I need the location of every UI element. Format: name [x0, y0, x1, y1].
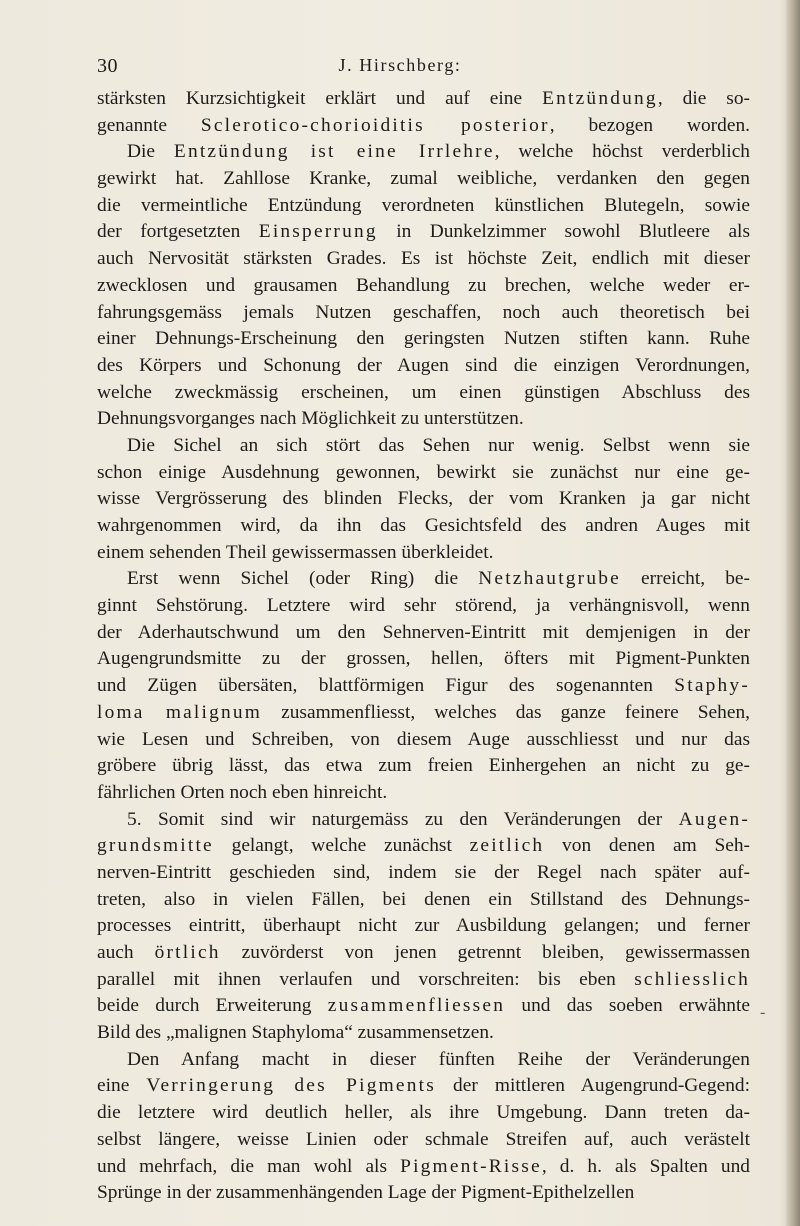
text-line [97, 620, 750, 647]
page-number: 30 [97, 55, 118, 77]
text-run: Bild des „malignen Staphyloma“ zusammensetzen. [97, 1022, 494, 1044]
spaced-emphasis: zusammenfliessen [327, 995, 506, 1017]
text-line [97, 86, 750, 113]
text-run: eine [97, 1075, 147, 1097]
text-line [97, 273, 750, 300]
spaced-emphasis: Pigment-Risse [400, 1155, 542, 1177]
text-line [97, 940, 750, 967]
text-run: treten, also in vielen Fällen, bei denen ein Stillstand des Dehnungs- [97, 888, 750, 910]
text-run: , welche höchst verderblich [494, 141, 750, 163]
text-line [97, 139, 750, 166]
text-line [97, 353, 750, 380]
text-run: und Zügen übersäten, blattförmigen Figur des sogenannten [97, 675, 675, 697]
text-run: einem sehenden Theil gewissermassen überkleidet. [97, 541, 494, 563]
spaced-emphasis: Staphy- [674, 675, 750, 697]
text-run: Augengrundsmitte zu der grossen, hellen, öfters mit Pigment-Punkten [97, 648, 750, 670]
text-run: schon einige Ausdehnung gewonnen, bewirkt sie zunächst nur eine ge- [97, 461, 750, 483]
text-run: auch [97, 942, 155, 963]
spaced-emphasis: zeitlich [469, 835, 545, 857]
text-run: stärksten Kurzsichtigkeit erklärt und auf eine [97, 88, 543, 109]
text-line [97, 807, 750, 834]
text-run: selbst längere, weisse Linien oder schmale Streifen auf, auch verästelt [97, 1128, 750, 1150]
text-run: 5. Somit sind wir naturgemäss zu den Veränderungen der [127, 808, 679, 830]
text-run: des Körpers und Schonung der Augen sind die einzigen Verordnungen, [97, 354, 750, 376]
text-line [97, 166, 750, 193]
text-line [97, 300, 750, 327]
text-run: genannte [97, 114, 201, 136]
text-run: welche zweckmässig erscheinen, um einen günstigen Abschluss des [97, 381, 750, 403]
running-head: J. Hirschberg: [338, 55, 462, 75]
text-line [97, 860, 750, 887]
text-line [97, 380, 750, 407]
text-run: einer Dehnungs-Erscheinung den geringsten Nutzen stiften kann. Ruhe [97, 328, 750, 350]
text-run: Erst wenn Sichel (oder Ring) die [127, 568, 479, 590]
text-run: parallel mit ihnen verlaufen und vorschreiten: bis eben [97, 968, 635, 990]
text-line [97, 593, 750, 620]
spaced-emphasis: Netzhautgrube [478, 568, 621, 590]
text-run: die vermeintliche Entzündung verordneten künstlichen Blutegeln, sowie [97, 194, 750, 216]
text-run: in Dunkelzimmer sowohl Blutleere als [377, 221, 750, 243]
text-line [97, 540, 750, 567]
text-run: der Aderhautschwund um den Sehnerven-Eintritt mit demjenigen in der [97, 621, 750, 643]
text-line [97, 700, 750, 727]
text-line [97, 1020, 750, 1047]
text-run: auch Nervosität stärksten Grades. Es ist höchste Zeit, endlich mit dieser [97, 248, 750, 270]
text-line [97, 513, 750, 540]
spaced-emphasis: schliesslich [634, 968, 750, 990]
text-run: der mittleren Augengrund-Gegend: [435, 1075, 750, 1097]
spaced-emphasis: grundsmitte [97, 835, 214, 857]
spaced-emphasis: Entzündung [542, 88, 658, 109]
text-run: fährlichen Orten noch eben hinreicht. [97, 781, 388, 803]
text-run: zuvörderst von jenen getrennt bleiben, gewissermassen [220, 942, 751, 963]
text-line [97, 646, 750, 673]
text-line [97, 246, 750, 273]
text-run: erreicht, be- [620, 568, 750, 590]
spaced-emphasis: örtlich [154, 942, 221, 963]
text-run: Die Sichel an sich stört das Sehen nur wenig. Selbst wenn sie [127, 434, 750, 456]
text-run: processes eintritt, überhaupt nicht zur Ausbildung gelangen; und ferner [97, 915, 750, 937]
text-line [97, 673, 750, 700]
spaced-emphasis: Verringerung des Pigments [146, 1075, 436, 1097]
text-line [97, 833, 750, 860]
text-line [97, 913, 750, 940]
text-line [97, 1154, 750, 1181]
text-line [97, 193, 750, 220]
text-run: nerven-Eintritt geschieden sind, indem sie der Regel nach später auf- [97, 861, 750, 883]
text-line [97, 113, 750, 140]
text-run: und mehrfach, die man wohl als [97, 1155, 401, 1177]
text-run: gröbere übrig lässt, das etwa zum freien Einhergehen an nicht zu ge- [97, 755, 750, 777]
text-run: Den Anfang macht in dieser fünften Reihe der Veränderungen [127, 1048, 750, 1070]
text-run: und das soeben erwähnte [505, 995, 750, 1017]
text-line [97, 406, 750, 433]
text-run: wie Lesen und Schreiben, von diesem Auge ausschliesst und nur das [97, 728, 750, 750]
text-run: gewirkt hat. Zahllose Kranke, zumal weibliche, verdanken den gegen [97, 168, 750, 190]
text-run: Dehnungsvorganges nach Möglichkeit zu unterstützen. [97, 408, 524, 430]
text-run: die letztere wird deutlich heller, als ihre Umgebung. Dann treten da- [97, 1102, 750, 1124]
text-line [97, 219, 750, 246]
text-run: zwecklosen und grausamen Behandlung zu brechen, welche weder er- [97, 274, 750, 296]
text-line [97, 753, 750, 780]
text-run: wahrgenommen wird, da ihn das Gesichtsfeld des andren Auges mit [97, 515, 750, 536]
text-line [97, 887, 750, 914]
text-line [97, 433, 750, 460]
text-run: Die [127, 141, 174, 163]
text-line [97, 486, 750, 513]
page-edge [786, 0, 800, 1226]
text-line [97, 967, 750, 994]
spaced-emphasis: Einsperrung [258, 221, 378, 243]
spaced-emphasis: Entzündung ist eine Irrlehre [173, 141, 495, 163]
text-run: , d. h. als Spalten und [541, 1155, 750, 1177]
text-run: wisse Vergrösserung des blinden Flecks, der vom Kranken ja gar nicht [97, 488, 750, 510]
text-run: ginnt Sehstörung. Letztere wird sehr störend, ja verhängnisvoll, wenn [97, 595, 750, 617]
spaced-emphasis: Sclerotico-chorioiditis posterior [200, 114, 550, 136]
text-run: Sprünge in der zusammenhängenden Lage der Pigment-Epithelzellen [97, 1182, 635, 1204]
text-line [97, 1180, 750, 1207]
text-run: , die so- [657, 88, 751, 109]
margin-mark: - [760, 1004, 766, 1021]
text-line [97, 727, 750, 754]
text-line [97, 993, 750, 1020]
body-text [97, 86, 750, 1207]
text-run: von denen am Seh- [544, 835, 750, 857]
text-line [97, 460, 750, 487]
text-run: , bezogen worden. [549, 114, 750, 136]
text-line [97, 1073, 750, 1100]
text-run: gelangt, welche zunächst [213, 835, 470, 857]
text-line [97, 566, 750, 593]
text-run: zusammenfliesst, welches das ganze feinere Sehen, [262, 701, 750, 723]
text-line [97, 1127, 750, 1154]
text-line [97, 1047, 750, 1074]
text-run: der fortgesetzten [97, 221, 259, 243]
text-line [97, 780, 750, 807]
text-line [97, 1100, 750, 1127]
spaced-emphasis: loma malignum [97, 701, 263, 723]
spaced-emphasis: Augen- [678, 808, 750, 830]
text-run: fahrungsgemäss jemals Nutzen geschaffen, noch auch theoretisch bei [97, 301, 750, 323]
text-line [97, 326, 750, 353]
text-run: beide durch Erweiterung [97, 995, 328, 1017]
